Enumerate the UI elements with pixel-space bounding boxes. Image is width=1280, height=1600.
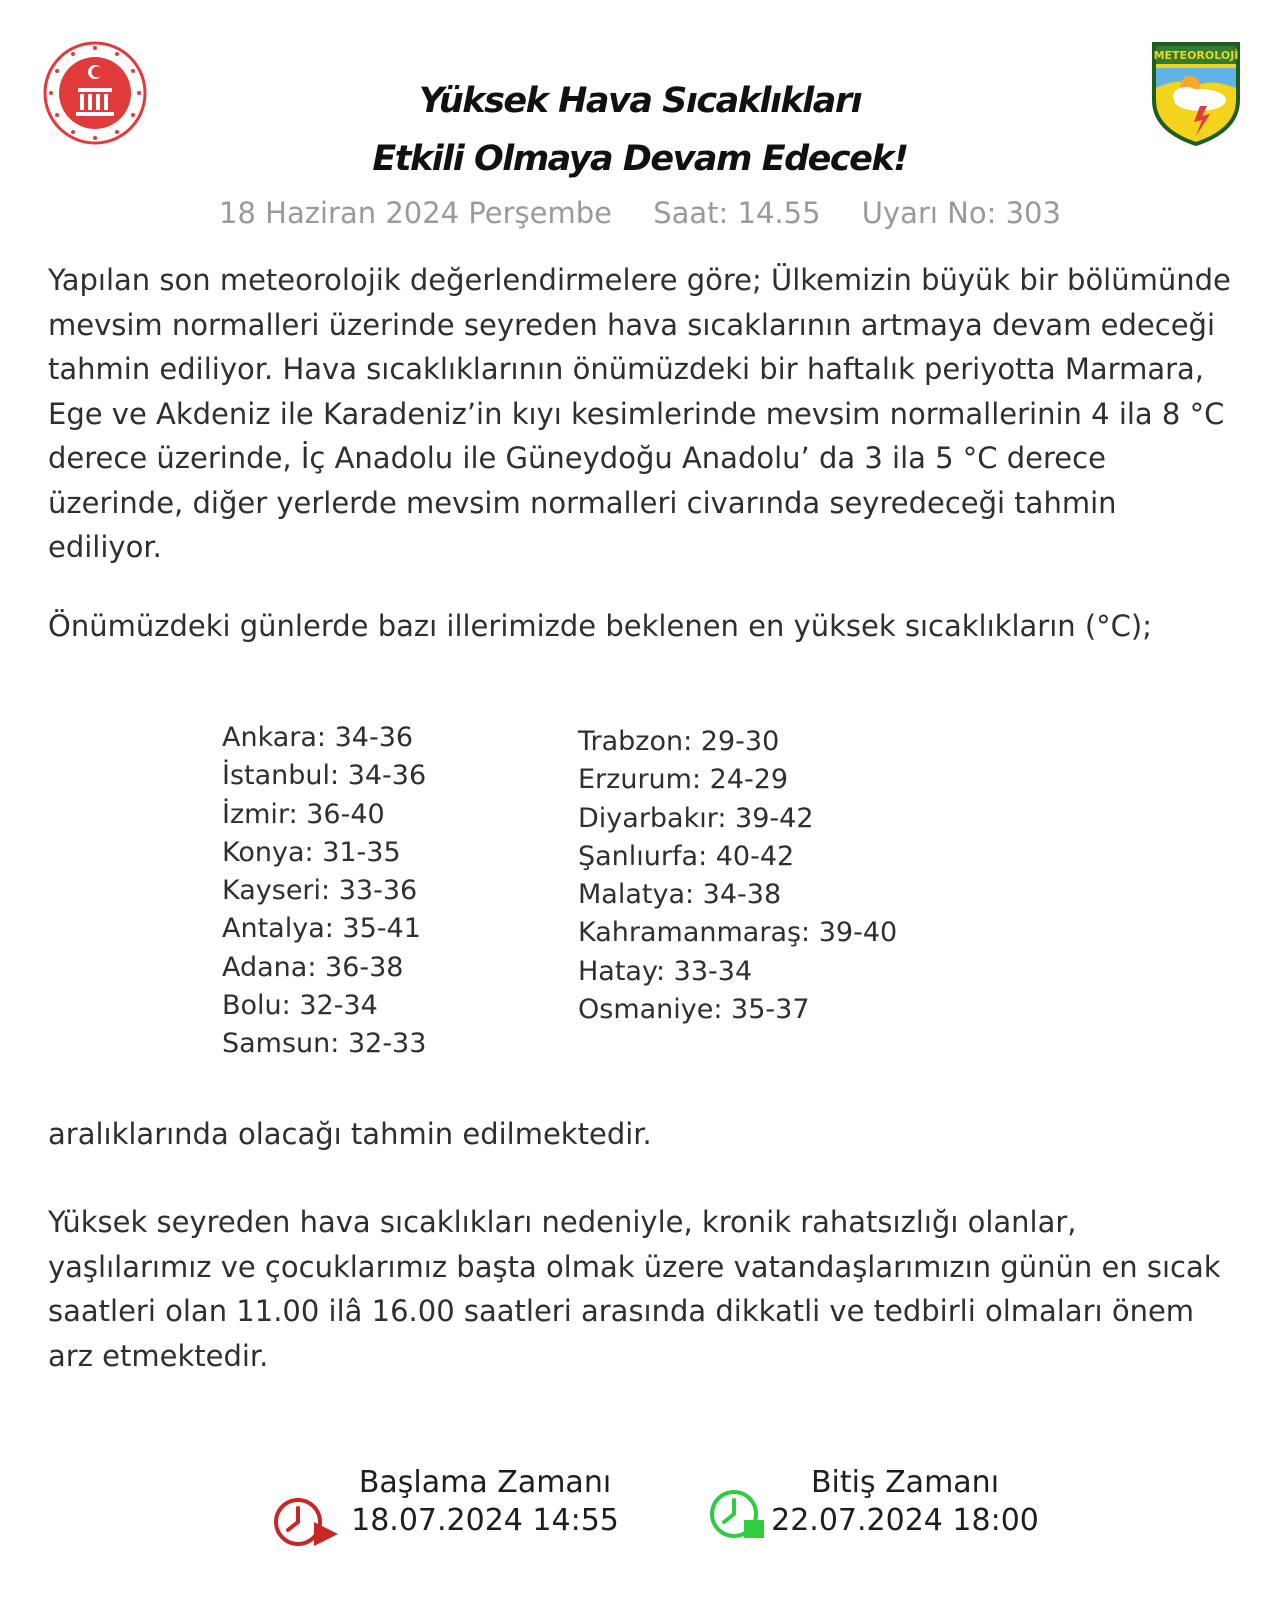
end-time-label: Bitiş Zamanı bbox=[810, 1465, 1000, 1500]
title-line-1: Yüksek Hava Sıcaklıkları bbox=[418, 81, 862, 121]
city-item: Şanlıurfa: 40-42 bbox=[578, 840, 795, 872]
start-time-block bbox=[350, 1464, 620, 1540]
city-item: Hatay: 33-34 bbox=[578, 955, 753, 987]
title-line-2: Etkili Olmaya Devam Edecek! bbox=[372, 139, 908, 179]
city-item: Ankara: 34-36 bbox=[222, 722, 414, 753]
meta-date: 18 Haziran 2024 Perşembe bbox=[219, 196, 613, 230]
city-item: Bolu: 32-34 bbox=[222, 990, 378, 1022]
start-time-value: 18.07.2024 14:55 bbox=[351, 1503, 619, 1538]
city-item: Osmaniye: 35-37 bbox=[578, 994, 810, 1026]
meta-warning-no: Uyarı No: 303 bbox=[861, 196, 1061, 230]
city-item: İstanbul: 34-36 bbox=[222, 760, 427, 792]
city-item: Antalya: 35-41 bbox=[222, 913, 421, 945]
city-list-right bbox=[578, 723, 897, 1029]
paragraph-temperatures-intro: Önümüzdeki günlerde bazı illerimizde beklenen en yüksek sıcaklıkların (°C); bbox=[48, 609, 1153, 643]
start-clock-icon bbox=[272, 1494, 342, 1550]
city-item: Trabzon: 29-30 bbox=[578, 726, 780, 757]
city-item: Kayseri: 33-36 bbox=[222, 875, 418, 907]
page-title bbox=[300, 72, 980, 188]
city-item: Kahramanmaraş: 39-40 bbox=[578, 917, 898, 949]
end-time-value: 22.07.2024 18:00 bbox=[771, 1503, 1039, 1538]
city-item: Konya: 31-35 bbox=[222, 836, 401, 868]
paragraph-intro: Yapılan son meteorolojik değerlendirmelere göre; Ülkemizin büyük bir bölümünde mevsim normalleri üzerinde seyreden hava sıcaklarının artmaya devam edeceği tahmin ediliyor. Hava sıcaklıklarının önümüzdeki bir haftalık periyotta Marmara, Ege ve Akdeniz ile Karadeniz’in kıyı kesimlerinde mevsim normallerinin 4 ila 8 °C derece üzerinde, İç Anadolu ile Güneydoğu Anadolu’ da 3 ila 5 °C derece üzerinde, diğer yerlerde mevsim normalleri civarında seyredeceği tahmin ediliyor. bbox=[48, 263, 1231, 564]
city-item: İzmir: 36-40 bbox=[222, 798, 385, 830]
end-time-block bbox=[770, 1464, 1040, 1540]
meteoroloji-logo-text: METEOROLOJİ bbox=[1153, 49, 1239, 62]
city-item: Malatya: 34-38 bbox=[578, 879, 782, 911]
meta-line bbox=[0, 196, 1280, 230]
start-time-label: Başlama Zamanı bbox=[358, 1465, 612, 1500]
city-item: Diyarbakır: 39-42 bbox=[578, 802, 814, 834]
paragraph-advice: Yüksek seyreden hava sıcaklıkları nedeniyle, kronik rahatsızlığı olanlar, yaşlılarımız ve çocuklarımız başta olmak üzere vatandaşlarımızın günün en sıcak saatleri olan 11.00 ilâ 16.00 saatleri arasında dikkatli ve tedbirli olmaları önem arz etmektedir. bbox=[48, 1205, 1221, 1373]
paragraph-range-note: aralıklarında olacağı tahmin edilmektedir. bbox=[48, 1117, 652, 1151]
city-list-left bbox=[222, 719, 426, 1064]
ministry-seal-icon bbox=[42, 40, 148, 146]
city-item: Samsun: 32-33 bbox=[222, 1028, 427, 1060]
city-item: Erzurum: 24-29 bbox=[578, 764, 789, 796]
end-clock-icon bbox=[708, 1488, 766, 1540]
meta-time: Saat: 14.55 bbox=[653, 196, 821, 230]
meteoroloji-shield-logo bbox=[1150, 40, 1242, 148]
city-item: Adana: 36-38 bbox=[222, 951, 404, 983]
